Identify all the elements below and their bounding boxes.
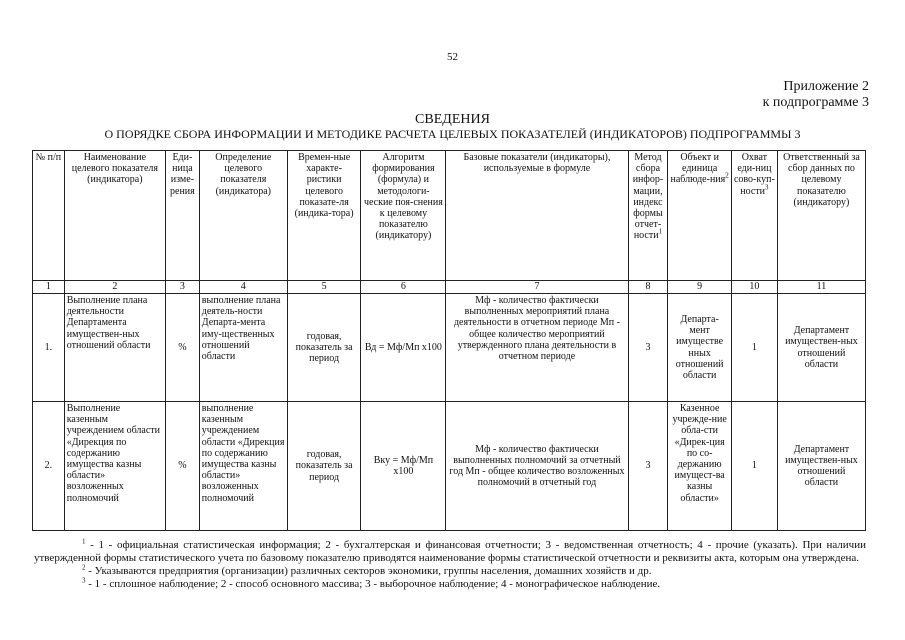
- object-cell: Казенное учрежде-ние обла-сти «Дирек-ция по со-держанию имущест-ва казны области»: [668, 402, 731, 531]
- footnote-1-text: - 1 - официальная статистическая информация; 2 - бухгалтерская и финансовая отчетности; 3 - ведомственная отчетность; 4 - прочие (указать). При наличии утвержденной формы статистического учета по базовому показателю приводятся наименование формы статистической отчетности и реквизиты акта, которым она утверждена.: [34, 539, 866, 564]
- footnote-marker-3: 3: [82, 576, 86, 585]
- document-title: СВЕДЕНИЯ: [415, 112, 490, 127]
- footnote-marker-1: 1: [82, 537, 86, 546]
- unit-cell: %: [166, 402, 200, 531]
- appendix-label: [763, 79, 869, 111]
- header-object-text: Объект и единица наблюде-ния: [670, 152, 726, 186]
- method-cell: 3: [628, 402, 668, 531]
- column-number: 3: [166, 281, 200, 294]
- header-cell-base: Базовые показатели (индикаторы), используемые в формуле: [446, 151, 628, 281]
- header-cell-unit: Еди-ница изме-рения: [166, 151, 200, 281]
- header-cell-definition: Определение целевого показателя (индикатора): [199, 151, 287, 281]
- footnote-1: [34, 539, 866, 565]
- footnote-ref-1: 1: [658, 228, 663, 237]
- footnote-ref-2: 2: [725, 172, 729, 181]
- footnote-ref-3: 3: [765, 183, 769, 192]
- header-coverage-text: Охват еди-ниц сово-куп-ности: [733, 152, 775, 197]
- object-cell: Департа-мент имуществе нных отношений области: [668, 294, 731, 402]
- appendix-line-1: Приложение 2: [783, 79, 869, 94]
- base-indicators-cell: Мф - количество фактически выполненных мероприятий плана деятельности в отчетном периоде Мп - общее количество мероприятий утвержденного плана деятельности в отчетном периоде: [446, 294, 628, 402]
- appendix-line-2: к подпрограмме 3: [762, 95, 869, 110]
- formula-cell: Вд = Мф/Мп х100: [361, 294, 446, 402]
- footnotes: [34, 539, 866, 591]
- header-cell-time: Времен-ные характе-ристики целевого показате-ля (индика-тора): [287, 151, 361, 281]
- header-cell-name: Наименование целевого показателя (индикатора): [64, 151, 165, 281]
- column-number-row: [33, 281, 866, 294]
- header-cell-method: [628, 151, 668, 281]
- footnote-marker-2: 2: [82, 563, 86, 572]
- definition-cell: выполнение плана деятель-ности Департа-мента иму-щественных отношений области: [199, 294, 287, 402]
- document-subtitle: О ПОРЯДКЕ СБОРА ИНФОРМАЦИИ И МЕТОДИКЕ РАСЧЕТА ЦЕЛЕВЫХ ПОКАЗАТЕЛЕЙ (ИНДИКАТОРОВ) ПОДПРОГРАММЫ 3: [104, 127, 801, 141]
- column-number: 5: [287, 281, 361, 294]
- row-number: 1.: [33, 294, 65, 402]
- column-number: 1: [33, 281, 65, 294]
- table-row: [33, 402, 866, 531]
- footnote-3-text: - 1 - сплошное наблюдение; 2 - способ основного массива; 3 - выборочное наблюдение; 4 - монографическое наблюдение.: [85, 578, 661, 590]
- column-number: 2: [64, 281, 165, 294]
- header-cell-coverage: [731, 151, 777, 281]
- coverage-cell: 1: [731, 402, 777, 531]
- column-number: 8: [628, 281, 668, 294]
- coverage-cell: 1: [731, 294, 777, 402]
- header-cell-number: № п/п: [33, 151, 65, 281]
- row-number: 2.: [33, 402, 65, 531]
- column-number: 10: [731, 281, 777, 294]
- formula-cell: Вку = Мф/Мп х100: [361, 402, 446, 531]
- responsible-cell: Департамент имуществен-ных отношений области: [777, 402, 865, 531]
- header-cell-formula: Алгоритм формирования (формула) и методологи-ческие поя-снения к целевому показателю (индикатору): [361, 151, 446, 281]
- responsible-cell: Департамент имуществен-ных отношений области: [777, 294, 865, 402]
- base-indicators-cell: Мф - количество фактически выполненных полномочий за отчетный год Мп - общее количество возложенных полномочий в отчетный год: [446, 402, 628, 531]
- unit-cell: %: [166, 294, 200, 402]
- header-cell-responsible: Ответственный за сбор данных по целевому показателю (индикатору): [777, 151, 865, 281]
- footnote-2-text: - Указываются предприятия (организации) различных секторов экономики, группы населения, домашних хозяйств и др.: [85, 565, 652, 577]
- column-number: 11: [777, 281, 865, 294]
- header-method-text: Метод сбора инфор-мации, индекс формы отчет-ности: [632, 152, 664, 242]
- column-number: 6: [361, 281, 446, 294]
- header-cell-object: [668, 151, 731, 281]
- table-row: [33, 294, 866, 402]
- indicator-name: Выполнение плана деятельности Департамента имуществен-ных отношений области: [64, 294, 165, 402]
- page-number: 52: [447, 51, 458, 63]
- time-cell: годовая, показатель за период: [287, 402, 361, 531]
- method-cell: 3: [628, 294, 668, 402]
- definition-cell: выполнение казенным учреждением области «Дирекция по содержанию имущества казны области» возложенных полномочий: [199, 402, 287, 531]
- indicators-table: [32, 150, 866, 531]
- column-number: 7: [446, 281, 628, 294]
- footnote-2: [34, 565, 866, 578]
- column-number: 9: [668, 281, 731, 294]
- footnote-3: [34, 578, 866, 591]
- time-cell: годовая, показатель за период: [287, 294, 361, 402]
- table-header-row: [33, 151, 866, 281]
- column-number: 4: [199, 281, 287, 294]
- indicator-name: Выполнение казенным учреждением области «Дирекция по содержанию имущества казны области» возложенных полномочий: [64, 402, 165, 531]
